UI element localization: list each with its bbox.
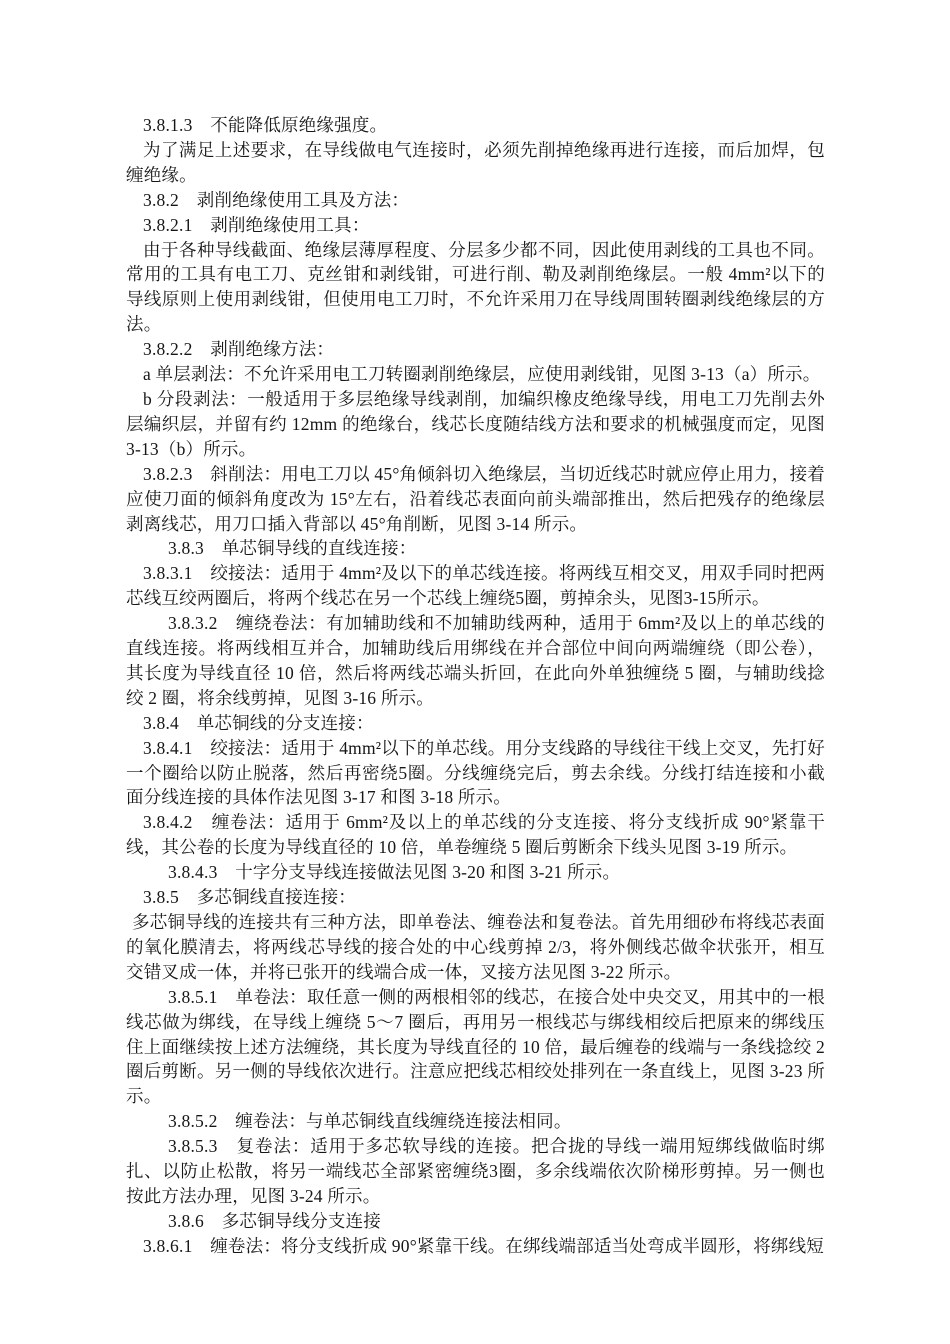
clause-3-8-3: 3.8.3 单芯铜导线的直线连接： <box>168 538 417 559</box>
clause-3-8-1-3: 3.8.1.3 不能降低原绝缘强度。 <box>143 115 388 135</box>
clause-3-8-3-2: 3.8.3.2 缠绕卷法：有加辅助线和不加辅助线两种，适用于 6mm²及以上的单芯线的直线连接。将两线相互并合，加辅助线后用绑线在并合部位中间向两端缠绕（即公卷），其长度为导线直径 10 倍，然后将两线芯端头折回，在此向外单独缠绕 5 圈，与辅助线捻绞 2 圈，将余线剪掉，见图 3-16 所示。 <box>126 613 825 708</box>
paragraph-tools: 由于各种导线截面、绝缘层薄厚程度、分层多少都不同，因此使用剥线的工具也不同。常用的工具有电工刀、克丝钳和剥线钳，可进行削、勒及剥削绝缘层。一般 4mm²以下的导线原则上使用剥线钳，但使用电工刀时，不允许采用刀在导线周围转圈剥线绝缘层的方法。 <box>126 239 825 335</box>
item-b-segmented: b 分段剥法：一般适用于多层绝缘导线剥削，加编织橡皮绝缘导线，用电工刀先削去外层编织层，并留有约 12mm 的绝缘台，线芯长度随结线方法和要求的机械强度而定，见图 3-13（b）所示。 <box>126 388 825 459</box>
clause-3-8-5-2: 3.8.5.2 缠卷法：与单芯铜线直线缠绕连接法相同。 <box>168 1111 572 1132</box>
document-content <box>126 113 825 1259</box>
clause-3-8-6: 3.8.6 多芯铜导线分支连接 <box>168 1210 381 1231</box>
paragraph-three-methods: 多芯铜导线的连接共有三种方法，即单卷法、缠卷法和复卷法。首先用细砂布将线芯表面的氧化膜清去，将两线芯导线的接合处的中心线剪掉 2/3，将外侧线芯做伞状张开，相互交错叉成一体，并将已张开的线端合成一体，叉接方法见图 3-22 所示。 <box>126 912 825 982</box>
item-a-single-layer: a 单层剥法：不允许采用电工刀转圈剥削绝缘层，应使用剥线钳，见图 3-13（a）所示。 <box>143 364 821 385</box>
paragraph-requirement: 为了满足上述要求，在导线做电气连接时，必须先削掉绝缘再进行连接，而后加焊，包缠绝缘。 <box>126 139 825 185</box>
clause-3-8-4: 3.8.4 单芯铜线的分支连接： <box>143 712 374 733</box>
clause-3-8-4-1: 3.8.4.1 绞接法：适用于 4mm²以下的单芯线。用分支线路的导线往干线上交叉，先打好一个圈给以防止脱落，然后再密绕5圈。分线缠绕完后，剪去余线。分线打结连接和小截面分线连接的具体作法见图 3-17 和图 3-18 所示。 <box>126 737 825 808</box>
clause-3-8-3-1: 3.8.3.1 绞接法：适用于 4mm²及以下的单芯线连接。将两线互相交叉，用双手同时把两芯线互绞两圈后，将两个线芯在另一个芯线上缠绕5圈，剪掉余头，见图3-15所示。 <box>126 563 825 609</box>
clause-3-8-5-3: 3.8.5.3 复卷法：适用于多芯软导线的连接。把合拢的导线一端用短绑线做临时绑扎、以防止松散，将另一端线芯全部紧密缠绕3圈，多余线端依次阶梯形剪掉。另一侧也按此方法办理，见图 3-24 所示。 <box>126 1136 825 1206</box>
clause-3-8-2-2: 3.8.2.2 剥削绝缘方法： <box>143 339 335 360</box>
clause-3-8-2-1: 3.8.2.1 剥削绝缘使用工具： <box>143 214 370 235</box>
clause-3-8-2: 3.8.2 剥削绝缘使用工具及方法： <box>143 189 410 210</box>
clause-3-8-4-2: 3.8.4.2 缠卷法：适用于 6mm²及以上的单芯线的分支连接、将分支线折成 90°紧靠干线，其公卷的长度为导线直径的 10 倍，单卷缠绕 5 圈后剪断余下线头见图 3-19 所示。 <box>126 812 825 858</box>
clause-3-8-5: 3.8.5 多芯铜线直接连接： <box>143 887 356 908</box>
clause-3-8-2-3: 3.8.2.3 斜削法：用电工刀以 45°角倾斜切入绝缘层，当切近线芯时就应停止用力，接着应使刀面的倾斜角度改为 15°左右，沿着线芯表面向前头端部推出，然后把残存的绝缘层剥离线芯，用刀口插入背部以 45°角削断，见图 3-14 所示。 <box>126 463 825 534</box>
clause-3-8-5-1: 3.8.5.1 单卷法：取任意一侧的两根相邻的线芯，在接合处中央交叉，用其中的一根线芯做为绑线，在导线上缠绕 5～7 圈后，再用另一根线芯与绑线相绞后把原来的绑线压住上面继续按上述方法缠绕，其长度为导线直径的 10 倍，最后缠卷的线端与一条线捻绞 2 圈后剪断。另一侧的导线依次进行。注意应把线芯相绞处排列在一条直线上，见图 3-23 所示。 <box>126 986 825 1107</box>
clause-3-8-4-3: 3.8.4.3 十字分支导线连接做法见图 3-20 和图 3-21 所示。 <box>168 862 621 883</box>
clause-3-8-6-1: 3.8.6.1 缠卷法：将分支线折成 90°紧靠干线。在绑线端部适当处弯成半圆形，将绑线短 <box>143 1235 824 1256</box>
